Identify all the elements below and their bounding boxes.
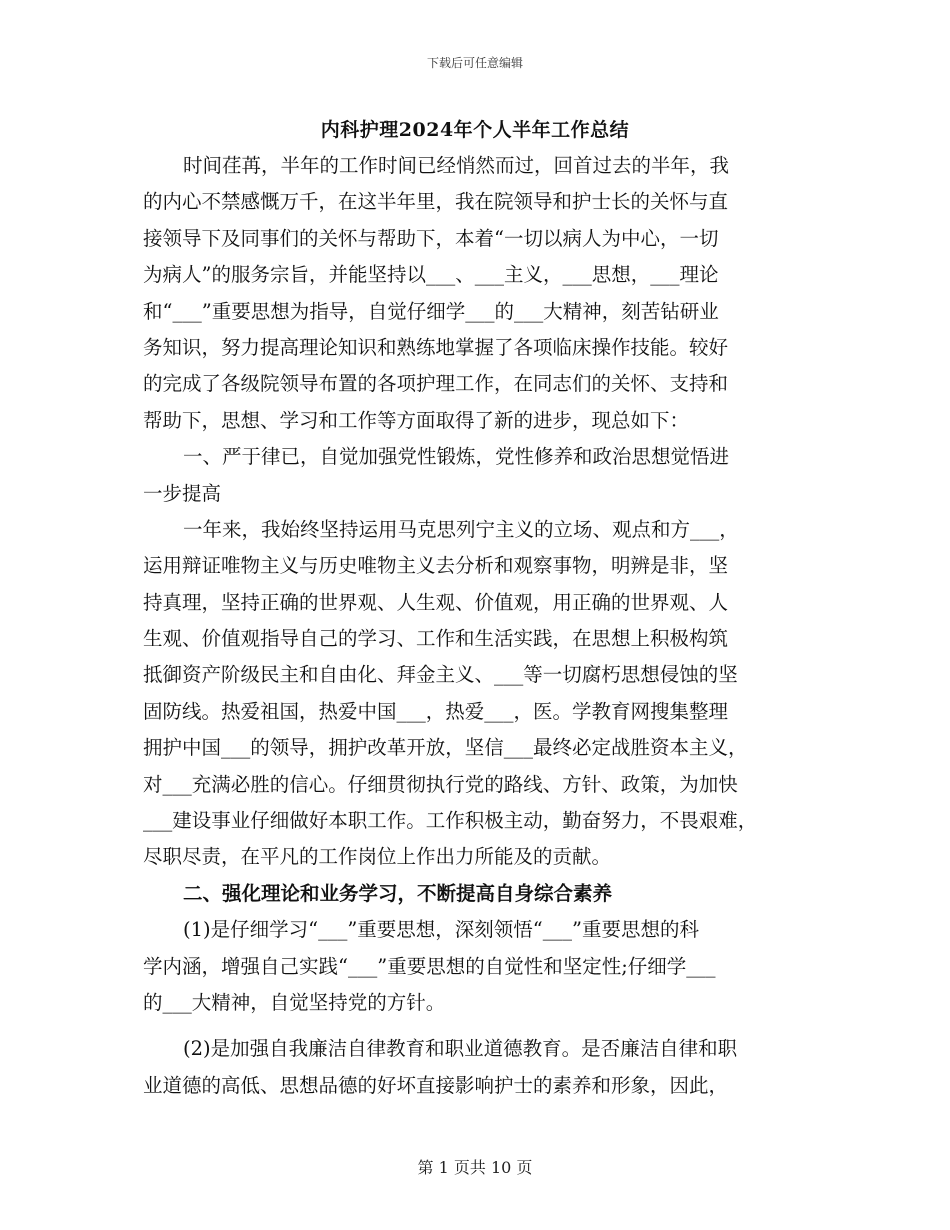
paragraph-line: 一年来，我始终坚持运用马克思列宁主义的立场、观点和方___， (183, 517, 739, 541)
paragraph-line: 持真理，坚持正确的世界观、人生观、价值观，用正确的世界观、人 (143, 590, 729, 614)
paragraph-line: 的完成了各级院领导布置的各项护理工作，在同志们的关怀、支持和 (143, 372, 729, 396)
paragraph-line: 固防线。热爱祖国，热爱中国___，热爱___，医。学教育网搜集整理 (143, 699, 729, 723)
paragraph-line: 尽职尽责，在平凡的工作岗位上作出力所能及的贡献。 (143, 845, 612, 869)
section-heading-line: 一步提高 (143, 481, 222, 505)
section-heading-line: 一、严于律已，自觉加强党性锻炼，党性修养和政治思想觉悟进 (183, 445, 730, 469)
paragraph-line: 的内心不禁感慨万千，在这半年里，我在院领导和护士长的关怀与直 (143, 190, 729, 214)
header-note: 下载后可任意编辑 (426, 56, 523, 70)
paragraph-line: 生观、价值观指导自己的学习、工作和生活实践，在思想上积极构筑 (143, 627, 729, 651)
paragraph-line: 务知识，努力提高理论知识和熟练地掌握了各项临床操作技能。较好 (143, 335, 729, 359)
paragraph-line: (1)是仔细学习“___”重要思想，深刻领悟“___”重要思想的科 (183, 918, 699, 942)
document-title: 内科护理2024年个人半年工作总结 (320, 119, 630, 141)
paragraph-line: 业道德的高低、思想品德的好坏直接影响护士的素养和形象，因此， (143, 1073, 729, 1097)
paragraph-gap (143, 1021, 811, 1031)
paragraph-line: 拥护中国___的领导，拥护改革开放，坚信___最终必定战胜资本主义， (143, 736, 748, 760)
page-footer: 第 1 页共 10 页 (417, 1158, 533, 1177)
paragraph-line: 抵御资产阶级民主和自由化、拜金主义、___等一切腐朽思想侵蚀的坚 (143, 663, 738, 687)
section-heading-line: 二、强化理论和业务学习，不断提高自身综合素养 (183, 881, 613, 905)
paragraph-line: 的___大精神，自觉坚持党的方针。 (143, 990, 446, 1014)
paragraph-line: 和“___”重要思想为指导，自觉仔细学___的___大精神，刻苦钻研业 (143, 299, 719, 323)
paragraph-line: 为病人”的服务宗旨，并能坚持以___、___主义，___思想，___理论 (143, 263, 719, 287)
document-body (143, 148, 811, 1104)
paragraph-line: 对___充满必胜的信心。仔细贯彻执行党的路线、方针、政策，为加快 (143, 772, 738, 796)
paragraph-line: 运用辩证唯物主义与历史唯物主义去分析和观察事物，明辨是非，坚 (143, 554, 729, 578)
paragraph-line: ___建设事业仔细做好本职工作。工作积极主动，勤奋努力，不畏艰难， (143, 809, 758, 833)
paragraph-line: 帮助下，思想、学习和工作等方面取得了新的进步，现总如下： (143, 408, 690, 432)
paragraph-line: 学内涵，增强自己实践“___”重要思想的自觉性和坚定性;仔细学___ (143, 954, 716, 978)
paragraph-line: (2)是加强自我廉洁自律教育和职业道德教育。是否廉洁自律和职 (183, 1037, 738, 1061)
paragraph-line: 时间荏苒，半年的工作时间已经悄然而过，回首过去的半年，我 (183, 154, 730, 177)
paragraph-line: 接领导下及同事们的关怀与帮助下，本着“一切以病人为中心，一切 (143, 226, 719, 250)
